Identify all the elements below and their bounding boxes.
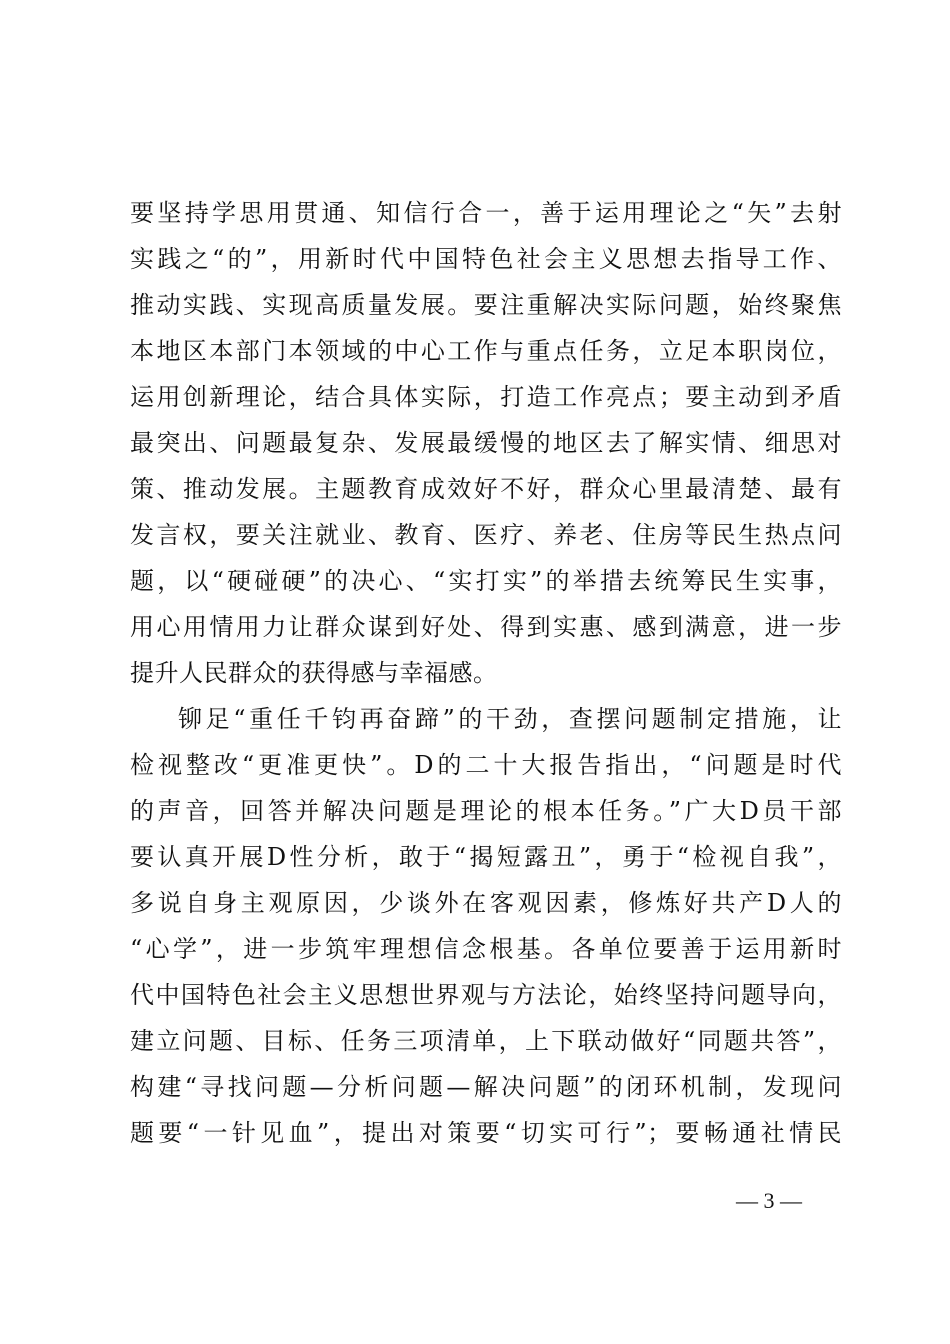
text-line: 要认真开展D性分析，敢于“揭短露丑”，勇于“检视自我”， — [130, 843, 842, 871]
text-line: 代中国特色社会主义思想世界观与方法论，始终坚持问题导向， — [130, 981, 842, 1009]
page-number: — 3 — — [736, 1188, 802, 1213]
text-line: 提升人民群众的获得感与幸福感。 — [130, 659, 498, 687]
text-line: 要坚持学思用贯通、知信行合一，善于运用理论之“矢”去射 — [130, 199, 842, 227]
text-line: 检视整改“更准更快”。D的二十大报告指出，“问题是时代 — [130, 751, 842, 779]
text-line: 本地区本部门本领域的中心工作与重点任务，立足本职岗位， — [130, 337, 842, 365]
text-line: 题要“一针见血”，提出对策要“切实可行”；要畅通社情民 — [130, 1119, 842, 1147]
text-line: 实践之“的”，用新时代中国特色社会主义思想去指导工作、 — [130, 245, 842, 273]
text-line: 策、推动发展。主题教育成效好不好，群众心里最清楚、最有 — [130, 475, 842, 503]
text-line: 发言权，要关注就业、教育、医疗、养老、住房等民生热点问 — [130, 521, 842, 549]
text-line: 构建“寻找问题—分析问题—解决问题”的闭环机制，发现问 — [130, 1073, 842, 1101]
text-line: “心学”，进一步筑牢理想信念根基。各单位要善于运用新时 — [130, 935, 842, 963]
text-line: 最突出、问题最复杂、发展最缓慢的地区去了解实情、细思对 — [130, 429, 842, 457]
text-line: 用心用情用力让群众谋到好处、得到实惠、感到满意，进一步 — [130, 613, 842, 641]
text-line: 建立问题、目标、任务三项清单，上下联动做好“同题共答”， — [130, 1027, 842, 1055]
text-line: 运用创新理论，结合具体实际，打造工作亮点；要主动到矛盾 — [130, 383, 842, 411]
text-line: 的声音，回答并解决问题是理论的根本任务。”广大D员干部 — [130, 797, 842, 825]
text-line: 推动实践、实现高质量发展。要注重解决实际问题，始终聚焦 — [130, 291, 842, 319]
text-line: 铆足“重任千钧再奋蹄”的干劲，查摆问题制定措施，让 — [178, 705, 842, 733]
text-line: 多说自身主观原因，少谈外在客观因素，修炼好共产D人的 — [130, 889, 842, 917]
text-line: 题，以“硬碰硬”的决心、“实打实”的举措去统筹民生实事， — [130, 567, 842, 595]
